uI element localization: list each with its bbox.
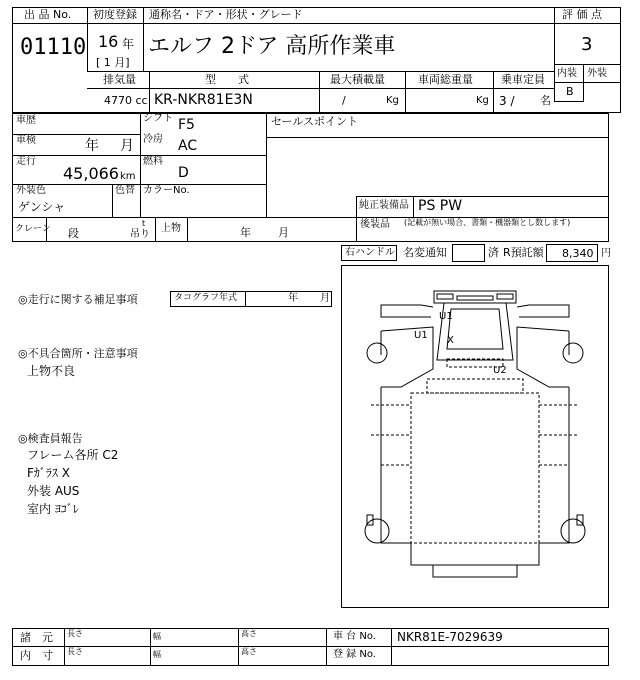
first-reg-year: 16 — [98, 32, 119, 51]
inspector-line: 外装 AUS — [27, 484, 80, 498]
recycle-prefix: 済 — [488, 246, 499, 259]
color-change-label: 色替 — [115, 185, 135, 196]
capacity-value: 3 / — [499, 94, 515, 108]
inspection-year: 年 — [85, 138, 99, 154]
mark-u1-top: U1 — [439, 311, 453, 322]
length-label: 長さ — [67, 647, 83, 656]
mileage: 45,066 — [63, 164, 119, 183]
height-label: 高さ — [241, 629, 257, 638]
lot-no: 01110 — [20, 35, 87, 60]
max-load-label: 最大積載量 — [330, 73, 385, 86]
aircon: AC — [178, 138, 198, 154]
km-unit: km — [120, 171, 136, 182]
truck-diagram — [341, 265, 609, 608]
upper-label: 上物 — [161, 223, 181, 234]
equipment: PS PW — [418, 198, 463, 214]
crane-stage: 段 — [68, 227, 79, 240]
interior-grade: B — [566, 85, 574, 98]
length-label: 長さ — [67, 629, 83, 638]
mark-u2: U2 — [493, 365, 507, 376]
inspection-month: 月 — [120, 138, 134, 154]
reg-label: 登 録 No. — [333, 649, 376, 660]
height-label: 高さ — [241, 647, 257, 656]
aftermarket-label: 後装品 — [360, 219, 390, 230]
color-code-label: カラーNo. — [143, 185, 190, 196]
lot-no-label: 出 品 No. — [24, 8, 72, 21]
color-label: 外装色 — [16, 185, 46, 196]
crane-label: クレーン — [15, 224, 51, 234]
mark-u1-left: U1 — [414, 330, 428, 341]
interior-label: 内装 — [557, 68, 577, 79]
crane-lift: 吊り — [130, 229, 150, 240]
upper-year: 年 — [240, 226, 251, 239]
dims-label: 内 寸 — [20, 649, 53, 662]
width-label: 幅 — [153, 650, 161, 659]
chassis-label: 車 台 No. — [333, 631, 376, 642]
kg-unit-2: Kg — [476, 95, 489, 106]
name-label: 通称名・ドア・形状・グレード — [149, 8, 303, 21]
shift: F5 — [178, 117, 195, 133]
displacement: 4770 cc — [104, 94, 148, 107]
driving-label: ◎走行に関する補足事項 — [18, 293, 138, 306]
fuel: D — [178, 165, 189, 181]
year-label: 年 — [122, 37, 135, 51]
defect-label: ◎不具合箇所・注意事項 — [18, 347, 138, 360]
score-label: 評 価 点 — [562, 8, 602, 21]
inspector-label: ◎検査員報告 — [18, 432, 83, 445]
first-reg-month: [ 1 月] — [96, 56, 130, 69]
inspection-label: 車検 — [16, 135, 36, 146]
exterior-label: 外装 — [587, 68, 607, 79]
fuel-label: 燃料 — [143, 156, 163, 167]
mark-x: X — [447, 335, 454, 346]
tacho-month: 月 — [320, 293, 330, 304]
tacho-year: 年 — [288, 293, 298, 304]
total-weight-label: 車両総重量 — [418, 73, 473, 86]
inspector-line: Fｶﾞﾗｽ X — [27, 466, 70, 480]
yen-unit: 円 — [601, 248, 611, 259]
aftermarket-note: (記載が無い場合、書類・機器類とし数します) — [404, 218, 571, 227]
score: 3 — [581, 34, 593, 55]
tacho-label: タコグラフ年式 — [174, 293, 238, 303]
specs-label: 諸 元 — [20, 631, 53, 644]
name-change-label: 名変通知 — [403, 246, 447, 259]
aircon-label: 冷房 — [143, 134, 163, 145]
capacity-label: 乗車定員 — [501, 73, 545, 86]
history-label: 車歴 — [16, 115, 36, 126]
recycle-amount: 8,340 — [562, 247, 594, 260]
inspector-line: フレーム各所 C2 — [27, 448, 119, 462]
name-change-box — [452, 244, 485, 262]
color: ゲンシャ — [18, 200, 66, 214]
kg-unit-1: Kg — [386, 95, 399, 106]
right-hand: 右ハンドル — [345, 247, 395, 258]
mileage-label: 走行 — [16, 156, 36, 167]
model-label: 型 式 — [205, 73, 249, 86]
model: KR-NKR81E3N — [154, 92, 253, 108]
upper-month: 月 — [278, 226, 289, 239]
width-label: 幅 — [153, 632, 161, 641]
shift-label: シフト — [143, 113, 173, 124]
inspector-line: 室内 ﾖｺﾞﾚ — [27, 502, 79, 516]
footer-frame — [12, 628, 609, 666]
sales-point-label: セールスポイント — [271, 115, 359, 128]
first-reg-label: 初度登録 — [93, 8, 137, 21]
capacity-unit: 名 — [540, 94, 551, 107]
recycle-label: R預託額 — [503, 246, 544, 259]
car-name: エルフ 2ドア 高所作業車 — [148, 34, 396, 59]
crane-ton: t — [142, 219, 146, 228]
equipment-label: 純正装備品 — [359, 200, 409, 211]
defect-text: 上物不良 — [27, 364, 76, 378]
displacement-label: 排気量 — [103, 73, 136, 86]
chassis-no: NKR81E-7029639 — [397, 630, 503, 644]
max-load-value: / — [342, 94, 346, 107]
